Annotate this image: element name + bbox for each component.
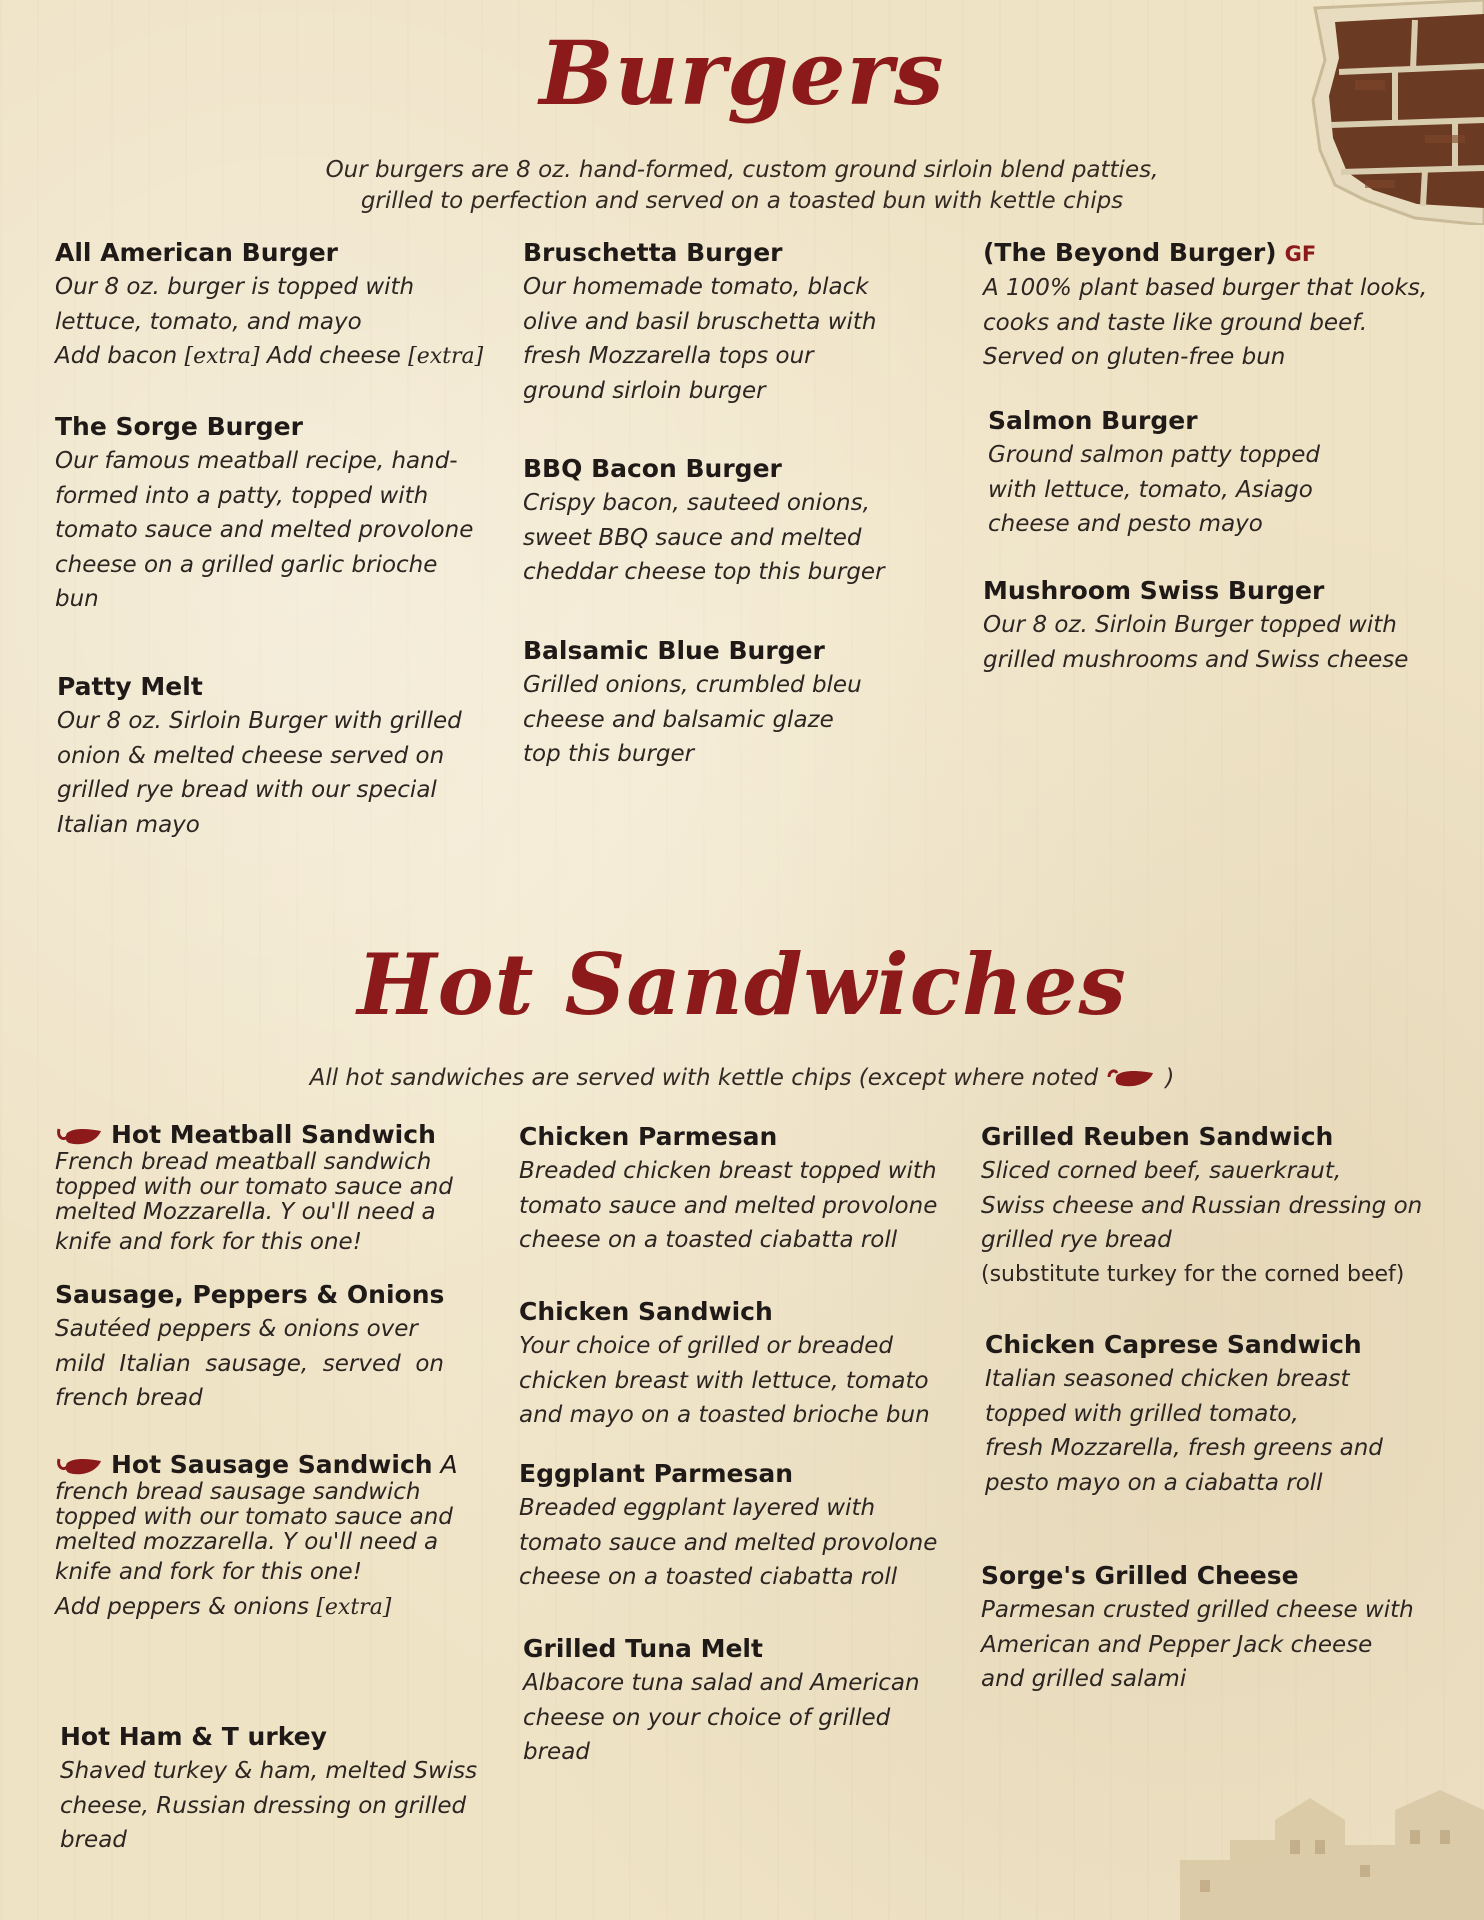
village-decoration [1160,1790,1484,1920]
menu-item-beyond-burger [983,236,1478,375]
item-name-row [983,236,1478,271]
item-desc-line: cheese on a toasted ciabatta roll [519,1564,898,1590]
item-desc-line: lettuce, tomato, and mayo [55,308,362,335]
menu-item-chicken-sandwich [519,1295,969,1433]
menu-item-sorge-burger [55,410,515,617]
item-desc-line: french bread sausage sandwich [55,1479,421,1505]
item-desc-line: onion & melted cheese served on [57,742,445,769]
item-desc-line: A 100% plant based burger that looks, [983,275,1428,301]
hot-sandwiches-title: Hot Sandwiches [357,935,1127,1034]
item-desc-line: cheese, Russian dressing on grilled [60,1792,467,1819]
item-name: Balsamic Blue Burger [523,636,825,665]
gluten-free-badge: GF [1284,242,1317,266]
item-desc-line: Our 8 oz. Sirloin Burger with grilled [57,708,462,734]
extra-price-tag: [extra] [316,1594,392,1620]
item-name-row [55,1450,515,1480]
item-desc-line: Our homemade tomato, black [523,274,869,300]
item-desc-line: Ground salmon patty topped [988,442,1320,468]
item-desc-line: sweet BBQ sauce and melted [523,524,862,551]
item-desc-line: formed into a patty, topped with [55,482,429,509]
menu-item-sausage-peppers-onions [55,1278,515,1416]
item-desc-line: tomato sauce and melted provolone [519,1529,938,1556]
item-desc-line: and grilled salami [981,1666,1187,1692]
item-desc-line: Our 8 oz. burger is topped with [55,274,415,300]
menu-item-salmon-burger [988,404,1468,542]
hot-sandwiches-subtitle [0,1063,1484,1094]
addon-text: Add peppers & onions [55,1593,317,1620]
item-desc-line: Crispy bacon, sauteed onions, [523,490,870,516]
item-addon-line [55,339,515,375]
hot-pepper-icon [55,1123,105,1149]
item-name: Sorge's Grilled Cheese [981,1561,1299,1590]
extra-price-tag: [extra] [184,344,260,369]
item-name: (The Beyond Burger) [983,238,1277,267]
item-name: Bruschetta Burger [523,238,783,267]
item-name-suffix: A [432,1450,458,1479]
item-desc-line: pesto mayo on a ciabatta roll [985,1469,1323,1496]
menu-item-patty-melt [57,670,517,842]
item-addon-line [55,1590,515,1626]
item-desc-line: Swiss cheese and Russian dressing on [981,1192,1423,1219]
menu-item-hot-sausage-sandwich [55,1450,515,1625]
item-desc-line: tomato sauce and melted provolone [55,517,474,543]
item-desc-line: French bread meatball sandwich [55,1149,432,1175]
item-desc-line: cheese and balsamic glaze [523,706,834,733]
item-desc-line: grilled rye bread [981,1227,1172,1253]
menu-item-all-american-burger [55,236,515,375]
item-name: The Sorge Burger [55,412,303,441]
menu-item-bruschetta-burger [523,236,963,408]
subtitle-end: ) [1165,1065,1175,1091]
menu-item-bbq-bacon-burger [523,452,963,590]
item-desc-line: Parmesan crusted grilled cheese with [981,1597,1414,1623]
item-name: Hot Sausage Sandwich [111,1450,433,1479]
item-name: Chicken Parmesan [519,1122,778,1151]
item-desc-line: Shaved turkey & ham, melted Swiss [60,1758,478,1784]
item-desc-line: cheddar cheese top this burger [523,559,885,585]
item-desc-line: knife and fork for this one! [55,1559,362,1585]
addon-text: Add cheese [259,343,409,369]
item-name: Hot Ham & T urkey [60,1722,327,1751]
menu-item-hot-meatball-sandwich [55,1120,515,1260]
menu-item-sorges-grilled-cheese [981,1559,1476,1697]
hot-pepper-icon [1105,1065,1159,1091]
item-desc-line: cheese on a grilled garlic brioche [55,551,438,578]
item-desc-line: bun [55,586,99,612]
item-desc-line: Our 8 oz. Sirloin Burger topped with [983,612,1397,638]
item-desc-line: Albacore tuna salad and American [523,1670,920,1696]
item-desc-line: mild Italian sausage, served on [55,1350,445,1377]
item-name: BBQ Bacon Burger [523,454,782,483]
item-name: Mushroom Swiss Burger [983,576,1325,605]
item-desc-line: topped with our tomato sauce and [55,1174,453,1200]
item-desc-line: American and Pepper Jack cheese [981,1631,1373,1658]
item-desc-line: ground sirloin burger [523,377,766,404]
item-name: Salmon Burger [988,406,1198,435]
item-desc-line: Served on gluten-free bun [983,344,1286,370]
menu-item-mushroom-swiss-burger [983,574,1473,677]
item-desc-line: cheese and pesto mayo [988,511,1263,537]
item-desc-line: topped with our tomato sauce and [55,1504,453,1530]
item-desc-line: cheese on your choice of grilled [523,1704,891,1731]
extra-price-tag: [extra] [408,344,484,369]
burgers-subtitle-line2: grilled to perfection and served on a toasted bun with kettle chips [360,188,1124,214]
item-desc-line: Sautéed peppers & onions over [55,1316,418,1342]
addon-text: Add bacon [55,343,185,369]
item-desc-line: cheese on a toasted ciabatta roll [519,1227,898,1253]
item-desc-line: fresh Mozzarella tops our [523,343,814,369]
item-desc-line: grilled rye bread with our special [57,777,437,803]
item-name: Patty Melt [57,672,203,701]
subtitle-text: All hot sandwiches are served with kettle chips (except where noted [309,1065,1106,1091]
item-name-row [55,1120,515,1150]
item-desc-line: and mayo on a toasted brioche bun [519,1402,930,1428]
item-desc-line: french bread [55,1385,203,1411]
item-desc-line: knife and fork for this one! [55,1229,362,1255]
item-desc-line: bread [523,1739,590,1765]
item-desc-line: grilled mushrooms and Swiss cheese [983,646,1409,673]
menu-item-eggplant-parmesan [519,1457,969,1595]
item-desc-line: olive and basil bruschetta with [523,308,877,335]
item-desc-line: cooks and taste like ground beef. [983,309,1368,336]
item-desc-line: bread [60,1827,127,1853]
item-desc-line: top this burger [523,741,695,767]
item-name: Grilled Reuben Sandwich [981,1122,1334,1151]
item-desc-line: Breaded chicken breast topped with [519,1158,937,1184]
menu-item-chicken-caprese-sandwich [985,1328,1475,1500]
item-desc-line: (substitute turkey for the corned beef) [981,1261,1405,1287]
item-desc-line: chicken breast with lettuce, tomato [519,1367,929,1394]
item-name: Sausage, Peppers & Onions [55,1280,445,1309]
item-desc-line: melted mozzarella. Y ou'll need a [55,1529,439,1555]
item-desc-line: Italian mayo [57,811,200,838]
item-name: Chicken Caprese Sandwich [985,1330,1362,1359]
item-name: Grilled Tuna Melt [523,1634,763,1663]
item-desc-line: with lettuce, tomato, Asiago [988,476,1313,503]
item-desc-line: melted Mozzarella. Y ou'll need a [55,1199,436,1225]
menu-item-grilled-reuben-sandwich [981,1120,1476,1292]
hot-pepper-icon [55,1453,105,1479]
burgers-title: Burgers [539,21,945,125]
burgers-subtitle-line1: Our burgers are 8 oz. hand-formed, custom ground sirloin blend patties, [325,157,1159,183]
item-desc-line: topped with grilled tomato, [985,1400,1299,1427]
item-name: Chicken Sandwich [519,1297,773,1326]
item-name: All American Burger [55,238,338,267]
item-desc-line: Your choice of grilled or breaded [519,1333,893,1359]
item-desc-line: Italian seasoned chicken breast [985,1366,1350,1392]
menu-item-balsamic-blue-burger [523,634,963,772]
item-desc-line: Breaded eggplant layered with [519,1495,876,1521]
item-desc-line: fresh Mozzarella, fresh greens and [985,1435,1383,1461]
menu-item-grilled-tuna-melt [523,1632,973,1770]
item-desc-line: tomato sauce and melted provolone [519,1192,938,1219]
item-desc-line: Our famous meatball recipe, hand- [55,448,458,474]
menu-item-chicken-parmesan [519,1120,969,1258]
item-desc-line: Grilled onions, crumbled bleu [523,672,862,698]
item-name: Eggplant Parmesan [519,1459,794,1488]
menu-item-hot-ham-turkey [60,1720,520,1858]
item-name: Hot Meatball Sandwich [111,1120,436,1149]
item-desc-line: Sliced corned beef, sauerkraut, [981,1158,1342,1184]
